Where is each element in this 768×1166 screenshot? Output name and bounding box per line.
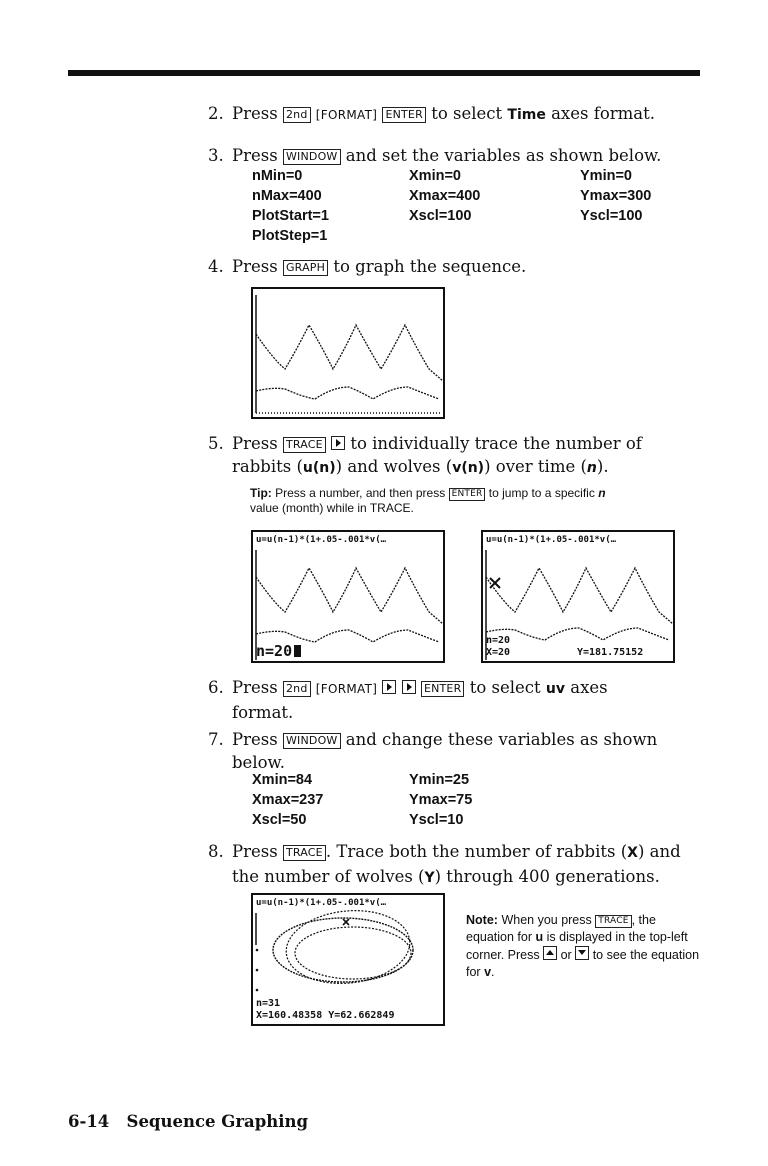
var-plotstep: PlotStep=1 — [252, 228, 328, 244]
right-arrow-key-icon — [382, 680, 396, 694]
time-label: Time — [507, 107, 546, 123]
tip-text: to jump to a specific — [488, 486, 595, 500]
note-text: . — [491, 965, 495, 979]
var-nmin: nMin=0 — [252, 168, 303, 184]
var-xmin: Xmin=0 — [409, 168, 461, 184]
tip-text: value (month) while in TRACE. — [250, 501, 414, 515]
step-text: ) and — [637, 842, 681, 861]
key-trace: TRACE — [283, 845, 326, 861]
n-label: n — [586, 460, 597, 476]
var-xscl: Xscl=100 — [409, 208, 472, 224]
phase-plot — [253, 895, 443, 1024]
note-box — [466, 912, 706, 981]
step-5 — [208, 433, 642, 479]
step-text: format. — [232, 703, 294, 722]
right-arrow-key-icon — [402, 680, 416, 694]
cursor-icon — [294, 645, 301, 657]
step-number: 6. — [208, 678, 224, 697]
note-text: When you press — [501, 913, 592, 927]
y-label: Y — [424, 870, 435, 886]
note-text: is displayed in the top-left corner. Press — [466, 930, 688, 962]
graph-plot — [483, 532, 673, 661]
calculator-screen-uv — [251, 893, 445, 1026]
var-xscl: Xscl=50 — [252, 812, 307, 828]
key-2nd: 2nd — [283, 107, 311, 123]
step-text: below. — [232, 753, 285, 772]
key-enter: ENTER — [449, 488, 486, 501]
u-n-label: u(n) — [302, 460, 336, 476]
step-text: to select — [431, 104, 503, 123]
n-readout: n=31 — [256, 998, 281, 1009]
x-readout: X=20 — [486, 647, 511, 658]
step-3 — [208, 145, 662, 166]
key-graph: GRAPH — [283, 260, 328, 276]
var-ymax: Ymax=75 — [409, 792, 473, 808]
x-label: X — [627, 845, 638, 861]
var-yscl: Yscl=100 — [580, 208, 643, 224]
xy-readout: X=160.48358 Y=62.662849 — [256, 1010, 395, 1021]
key-enter: ENTER — [382, 107, 426, 123]
step-text: and change these variables as shown — [345, 730, 658, 749]
note-text: , the equation for — [466, 913, 656, 944]
step-number: 5. — [208, 434, 224, 453]
calculator-screen-graph — [251, 287, 445, 419]
step-text: Press — [232, 678, 278, 697]
step-text: Press — [232, 104, 278, 123]
trace-cursor-icon — [490, 578, 500, 588]
note-text: or — [560, 948, 572, 962]
step-text: Press — [232, 257, 278, 276]
step-text: axes — [570, 678, 608, 697]
step-text: rabbits ( — [232, 457, 303, 476]
step-number: 2. — [208, 104, 224, 123]
key-window: WINDOW — [283, 733, 341, 749]
step-text: Press — [232, 146, 278, 165]
y-readout: Y=181.75152 — [577, 647, 644, 658]
format-label: [FORMAT] — [315, 682, 378, 696]
step-text: ) and wolves ( — [335, 457, 453, 476]
step-text: ) through 400 generations. — [434, 867, 660, 886]
step-text: the number of wolves ( — [232, 867, 425, 886]
key-trace: TRACE — [595, 915, 631, 928]
var-xmax: Xmax=237 — [252, 792, 324, 808]
step-text: axes format. — [551, 104, 656, 123]
key-2nd: 2nd — [283, 681, 311, 697]
key-trace: TRACE — [283, 437, 326, 453]
v-label: v — [484, 965, 492, 979]
step-text: to select — [469, 678, 541, 697]
step-text: Press — [232, 842, 278, 861]
var-yscl: Yscl=10 — [409, 812, 464, 828]
right-arrow-key-icon — [331, 436, 345, 450]
step-text: . Trace both the number of rabbits ( — [325, 842, 628, 861]
tip-text: Press a number, and then press — [275, 486, 446, 500]
n-value-entry: n=20 — [256, 642, 301, 660]
calculator-screen-trace-left — [251, 530, 445, 663]
n-readout: n=20 — [486, 635, 511, 646]
header-rule — [68, 70, 700, 76]
step-8 — [208, 841, 681, 889]
down-arrow-key-icon — [575, 946, 589, 960]
var-xmax: Xmax=400 — [409, 188, 481, 204]
v-n-label: v(n) — [452, 460, 485, 476]
n-label: n — [598, 486, 606, 500]
tip-box — [250, 486, 710, 516]
step-text: Press — [232, 730, 278, 749]
step-text: Press — [232, 434, 278, 453]
step-4 — [208, 256, 527, 277]
var-xmin: Xmin=84 — [252, 772, 313, 788]
equation-line: u=u(n-1)*(1+.05-.001*v(… — [486, 535, 617, 545]
step-number: 8. — [208, 842, 224, 861]
step-text: and set the variables as shown below. — [345, 146, 662, 165]
step-6 — [208, 677, 608, 723]
step-text: to graph the sequence. — [333, 257, 527, 276]
step-text: to individually trace the number of — [350, 434, 642, 453]
note-label: Note: — [466, 913, 498, 927]
equation-line: u=u(n-1)*(1+.05-.001*v(… — [256, 535, 387, 545]
equation-line: u=u(n-1)*(1+.05-.001*v(… — [256, 898, 387, 908]
step-text: ). — [596, 457, 609, 476]
key-window: WINDOW — [283, 149, 341, 165]
up-arrow-key-icon — [543, 946, 557, 960]
var-ymax: Ymax=300 — [580, 188, 652, 204]
trace-cursor-icon — [343, 919, 349, 925]
var-ymin: Ymin=25 — [409, 772, 470, 788]
var-ymin: Ymin=0 — [580, 168, 632, 184]
graph-plot — [253, 289, 443, 417]
step-number: 4. — [208, 257, 224, 276]
note-text: to see the equation for — [466, 948, 700, 979]
step-text: ) over time ( — [484, 457, 587, 476]
page-footer: 6-14 Sequence Graphing — [68, 1112, 309, 1131]
format-label: [FORMAT] — [315, 108, 378, 122]
step-7 — [208, 729, 658, 773]
calculator-screen-trace-right — [481, 530, 675, 663]
u-label: u — [535, 930, 544, 944]
step-number: 3. — [208, 146, 224, 165]
step-number: 7. — [208, 730, 224, 749]
key-enter: ENTER — [421, 681, 465, 697]
tip-label: Tip: — [250, 486, 272, 500]
var-nmax: nMax=400 — [252, 188, 322, 204]
step-2 — [208, 103, 656, 126]
uv-label: uv — [545, 681, 565, 697]
var-plotstart: PlotStart=1 — [252, 208, 329, 224]
